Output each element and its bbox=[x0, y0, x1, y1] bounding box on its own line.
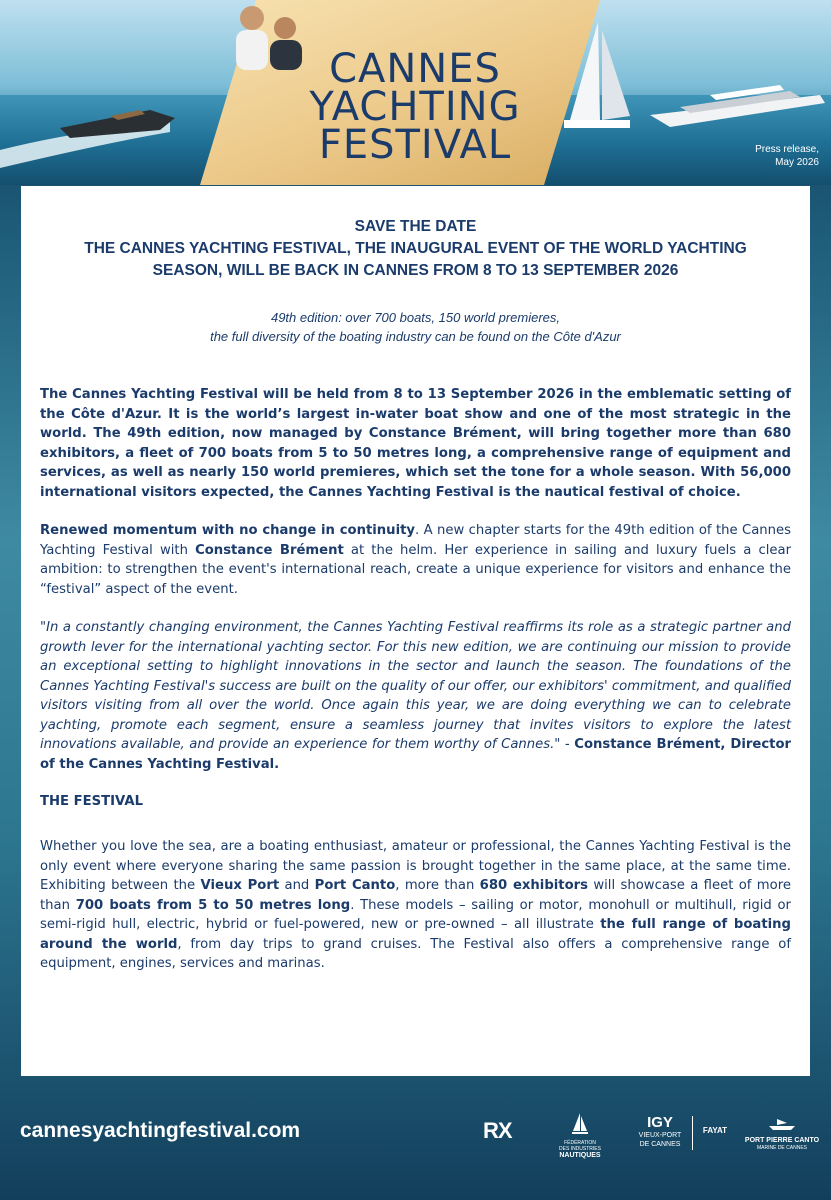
momentum-lead: Renewed momentum with no change in continuity bbox=[40, 523, 415, 538]
fin-line-1: FÉDÉRATION bbox=[564, 1140, 596, 1146]
logo-line-yachting: YACHTING bbox=[309, 84, 521, 130]
title-line-2: THE CANNES YACHTING FESTIVAL, THE INAUGURAL EVENT OF THE WORLD YACHTING bbox=[84, 240, 747, 257]
press-label: Press release, bbox=[755, 144, 819, 155]
igy-line-2: VIEUX-PORT bbox=[638, 1132, 682, 1139]
subtitle-line-2: the full diversity of the boating industry can be found on the Côte d'Azur bbox=[210, 329, 621, 344]
press-release-date bbox=[755, 143, 819, 169]
intro-paragraph: The Cannes Yachting Festival will be held from 8 to 13 September 2026 in the emblematic setting of the Côte d'Azur. It is the world’s largest in-water boat show and one of the most strategic in the world. The 49th edition, now managed by Constance Brément, will bring together more than 680 exhibitors, a fleet of 700 boats from 5 to 50 metres long, a comprehensive range of equipment and services, as well as nearly 150 world premieres, which set the tone for a whole season. With 56,000 international visitors expected, the Cannes Yachting Festival is the nautical festival of choice. bbox=[40, 387, 791, 500]
sail-icon bbox=[571, 1113, 589, 1135]
boats-bold: 700 boats from 5 to 50 metres long bbox=[75, 897, 351, 913]
festival-text-e: will showcase a fleet of more than bbox=[40, 878, 791, 913]
title-line-3: SEASON, WILL BE BACK IN CANNES FROM 8 TO 13 SEPTEMBER 2026 bbox=[152, 262, 679, 279]
speedboat-image bbox=[0, 80, 200, 180]
fin-logo bbox=[545, 1113, 615, 1160]
fin-line-3: NAUTIQUES bbox=[559, 1152, 601, 1159]
igy-line-3: DE CANNES bbox=[639, 1141, 681, 1148]
festival-logo bbox=[300, 46, 530, 168]
release-title bbox=[40, 216, 791, 282]
partner-divider bbox=[692, 1116, 693, 1150]
port-canto-bold: Port Canto bbox=[314, 878, 396, 893]
superyacht-image bbox=[650, 55, 830, 135]
festival-text-a: Whether you love the sea, are a boating enthusiast, amateur or professional, the Cannes Yachting Festival is the only event where everyone sharing the same passion is brought together in the same place, at the same time. Exhibiting between the bbox=[40, 839, 791, 893]
header-banner bbox=[0, 0, 831, 185]
fin-line-2: DES INDUSTRIES bbox=[559, 1146, 601, 1152]
exhibitors-bold: 680 exhibitors bbox=[479, 878, 588, 893]
logo-line-cannes: CANNES bbox=[329, 46, 501, 92]
igy-logo bbox=[630, 1115, 690, 1149]
catamaran-image bbox=[560, 20, 640, 140]
festival-text-d: , more than bbox=[395, 878, 480, 893]
press-date: May 2026 bbox=[775, 157, 819, 168]
festival-text-c: and bbox=[279, 878, 315, 893]
fayat-logo: FAYAT bbox=[702, 1126, 728, 1135]
website-link[interactable]: cannesyachtingfestival.com bbox=[20, 1119, 301, 1142]
couple-photo bbox=[230, 0, 310, 70]
rx-logo: RX bbox=[483, 1118, 512, 1143]
igy-mark: IGY bbox=[647, 1114, 673, 1131]
quote-text: "In a constantly changing environment, the Cannes Yachting Festival reaffirms its role as a strategic partner and growth lever for the international yachting sector. For this new edition, we are continuing our mission to provide an exceptional setting to highlight innovations in the sector and launch the season. The foundations of the Cannes Yachting Festival's success are built on the quality of our offer, our exhibitors' commitment, and qualified visitors visiting from all over the world. Once again this year, we are doing everything we can to celebrate yachting, promote each segment, ensure a seamless journey that invites visitors to explore the latest innovations available, and provide an experience for them worthy of Cannes." - bbox=[40, 620, 791, 752]
boat-icon bbox=[767, 1117, 797, 1131]
logo-line-festival: FESTIVAL bbox=[318, 122, 512, 168]
quote-attribution: Constance Brément, Director of the Cannes Yachting Festival. bbox=[40, 737, 792, 772]
canto-line-2: MARINE DE CANNES bbox=[756, 1145, 807, 1151]
momentum-text-b: at the helm. Her experience in sailing and luxury fuels a clear ambition: to strengthen the event's international reach, create a unique experience for visitors and enhance the “festival” aspect of the event. bbox=[40, 542, 792, 597]
press-release-body bbox=[21, 186, 810, 1076]
momentum-text-a: . A new chapter starts for the 49th edition of the Cannes Yachting Festival with bbox=[40, 523, 791, 558]
release-subtitle bbox=[40, 308, 791, 346]
subtitle-line-1: 49th edition: over 700 boats, 150 world premieres, bbox=[270, 310, 561, 325]
festival-text-g: , from day trips to grand cruises. The Festival also offers a comprehensive range of equipment, engines, services and marinas. bbox=[40, 936, 791, 971]
festival-heading: THE FESTIVAL bbox=[40, 794, 143, 809]
vieux-port-bold: Vieux Port bbox=[200, 878, 280, 893]
director-name: Constance Brément bbox=[195, 542, 344, 558]
director-quote bbox=[40, 618, 791, 774]
port-canto-logo bbox=[742, 1117, 822, 1151]
canto-line-1: PORT PIERRE CANTO bbox=[744, 1137, 820, 1144]
festival-text-f: . These models – sailing or motor, monohull or multihull, rigid or semi-rigid hull, electric, hybrid or fuel-powered, new or pre-owned – all illustrate bbox=[40, 897, 791, 932]
festival-paragraph bbox=[40, 837, 791, 974]
title-line-1: SAVE THE DATE bbox=[354, 218, 477, 235]
momentum-paragraph bbox=[40, 521, 791, 599]
range-bold: the full range of boating around the world bbox=[40, 917, 791, 952]
